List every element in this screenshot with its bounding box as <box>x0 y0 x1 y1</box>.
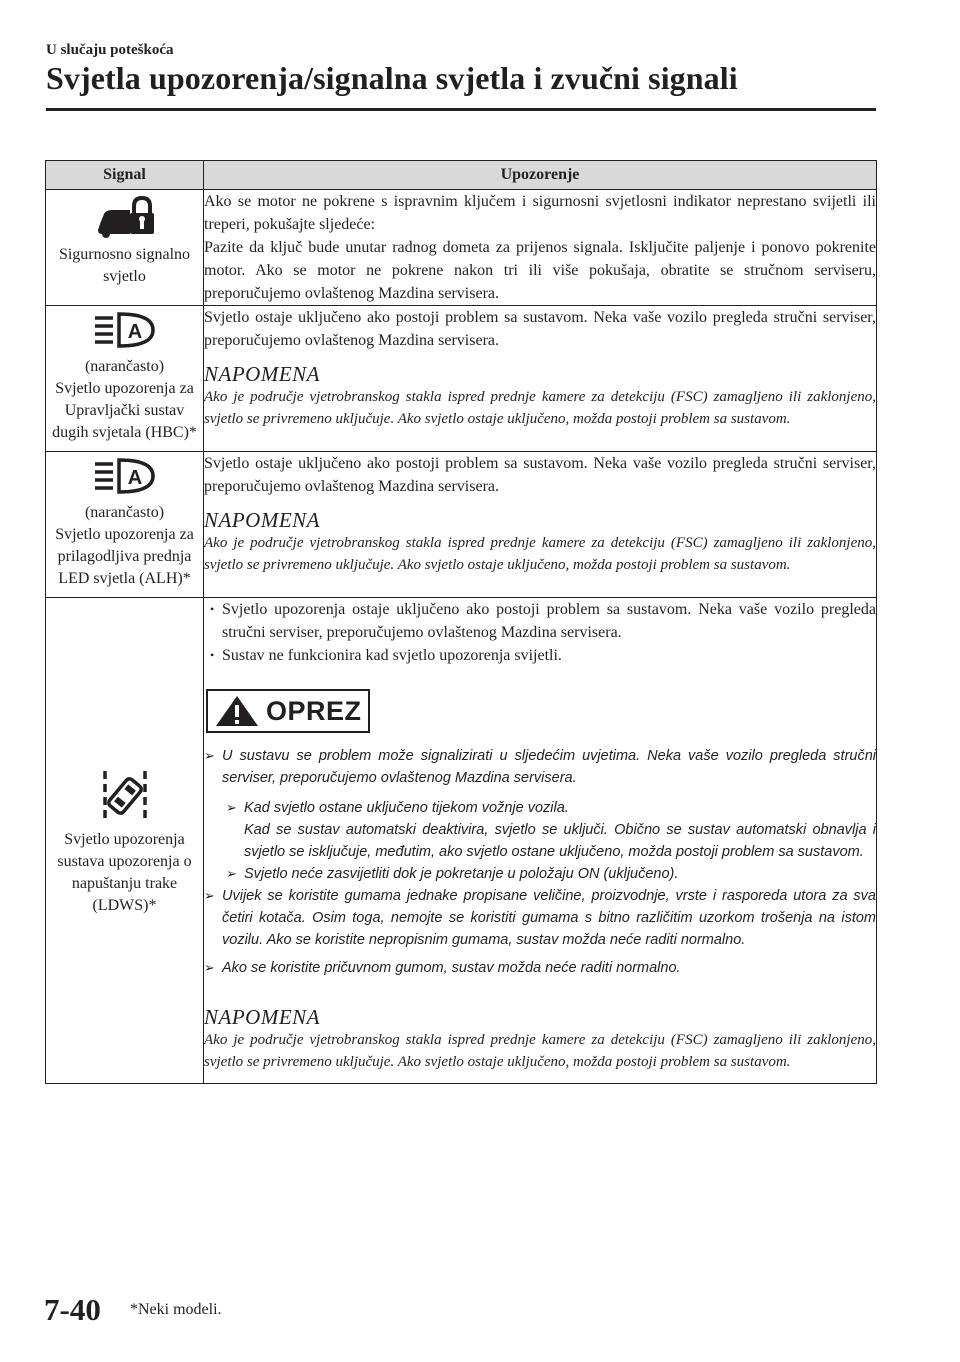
warning-cell <box>204 190 877 306</box>
table-header-row <box>46 161 877 190</box>
list-item: • Svjetlo upozorenja ostaje uključeno ako postoji problem sa sustavom. Neka vaše vozilo pregleda stručni serviser, preporučujemo ovlaštenog Mazdina servisera. <box>222 598 876 644</box>
note-text: Ako je područje vjetrobranskog stakla ispred prednje kamere za detekciju (FSC) zamagljeno ili zaklonjeno, svjetlo se privremeno uključuje. Ako svjetlo ostaje uključeno, možda postoji problem sa sustavom. <box>204 389 876 427</box>
caution-subitem <box>226 863 876 885</box>
caution-text: ➢ Kad svjetlo ostane uključeno tijekom vožnje vozila. <box>244 800 569 816</box>
security-light-icon <box>90 194 160 238</box>
warning-cell <box>204 598 877 1084</box>
caution-text: Uvijek se koristite gumama jednake propisane veličine, proizvodnje, vrste i rasporeda utora za sva četiri kotača. Osim toga, nemojte se koristiti gumama s bitno različitim uzorkom trošenja na istom vozilu. Ako se koristite nepropisnim gumama, sustav možda neće raditi normalno. <box>222 888 876 948</box>
svg-text:A: A <box>127 467 142 489</box>
signal-cell <box>46 306 204 452</box>
signal-name: Svjetlo upozorenja sustava upozorenja o napuštanju trake (LDWS)* <box>57 830 192 914</box>
warning-cell <box>204 306 877 452</box>
page-title: Svjetla upozorenja/signalna svjetla i zvučni signali <box>46 60 738 96</box>
list-item: • Sustav ne funkcionira kad svjetlo upozorenja svijetli. <box>222 644 876 667</box>
signal-cell <box>46 598 204 1084</box>
column-header-warning: Upozorenje <box>204 161 877 190</box>
warning-text: Svjetlo ostaje uključeno ako postoji problem sa sustavom. Neka vaše vozilo pregleda stručni serviser, preporučujemo ovlaštenog Mazdina servisera. <box>204 309 876 349</box>
note-text: Ako je područje vjetrobranskog stakla ispred prednje kamere za detekciju (FSC) zamagljeno ili zaklonjeno, svjetlo se privremeno uključuje. Ako svjetlo ostaje uključeno, možda postoji problem sa sustavom. <box>204 1032 876 1070</box>
signal-name: Sigurnosno signalno svjetlo <box>58 246 191 285</box>
note-heading: NAPOMENA <box>204 1005 320 1029</box>
color-note: (narančasto) <box>84 358 165 375</box>
warning-bullets <box>204 598 876 667</box>
table-row <box>46 190 877 306</box>
caution-item <box>204 885 876 951</box>
caution-text: Ako se koristite pričuvnom gumom, sustav možda neće raditi normalno. <box>222 960 681 976</box>
section-label: U slučaju poteškoća <box>46 42 174 58</box>
caution-item <box>204 745 876 789</box>
warning-text: Svjetlo ostaje uključeno ako postoji problem sa sustavom. Neka vaše vozilo pregleda stručni serviser, preporučujemo ovlaštenog Mazdina servisera. <box>204 455 876 495</box>
note-heading: NAPOMENA <box>204 508 320 532</box>
alh-warning-icon <box>93 456 157 496</box>
ldws-warning-icon <box>101 769 149 823</box>
page-number: 7-40 <box>44 1292 101 1327</box>
table-row <box>46 306 877 452</box>
footnote: *Neki modeli. <box>130 1301 222 1318</box>
table-row <box>46 598 877 1084</box>
table-row <box>46 452 877 598</box>
warning-text: Ako se motor ne pokrene s ispravnim ključem i sigurnosni svjetlosni indikator neprestano svijetli ili treperi, pokušajte sljedeće: <box>204 193 876 233</box>
hbc-warning-icon <box>93 310 157 350</box>
signal-name: Svjetlo upozorenja za prilagodljiva prednja LED svjetla (ALH)* <box>55 526 194 587</box>
caution-text: Svjetlo neće zasvijetliti dok je pokretanje u položaju ON (uključeno). <box>244 866 679 882</box>
note-heading: NAPOMENA <box>204 362 320 386</box>
column-header-signal: Signal <box>46 161 204 190</box>
signal-cell <box>46 452 204 598</box>
svg-text:A: A <box>127 321 142 343</box>
signal-name: Svjetlo upozorenja za Upravljački sustav dugih svjetala (HBC)* <box>52 380 197 441</box>
warning-table <box>45 160 877 1084</box>
warning-cell <box>204 452 877 598</box>
caution-text: U sustavu se problem može signalizirati u sljedećim uvjetima. Neka vaše vozilo pregleda stručni serviser, preporučujemo ovlaštenog Mazdina servisera. <box>222 748 876 786</box>
caution-content <box>204 745 876 979</box>
warning-triangle-icon <box>214 694 260 728</box>
caution-item <box>204 957 876 979</box>
signal-cell <box>46 190 204 306</box>
caution-box <box>206 689 370 733</box>
caution-label: OPREZ <box>266 695 362 726</box>
color-note: (narančasto) <box>84 504 165 521</box>
warning-text: Pazite da ključ bude unutar radnog dometa za prijenos signala. Isključite paljenje i ponovo pokrenite motor. Ako se motor ne pokrene nakon tri ili više pokušaja, obratite se stručnom serviseru, preporučujemo ovlaštenog Mazdina servisera. <box>204 239 876 302</box>
header-divider <box>46 108 876 111</box>
caution-text: Kad se sustav automatski deaktivira, svjetlo se uključi. Obično se sustav automatski obnavlja i svjetlo se isključuje, međutim, ako svjetlo ostane uključeno, možda postoji problem sa sustavom. <box>244 822 876 860</box>
caution-subitem <box>226 797 876 863</box>
note-text: Ako je područje vjetrobranskog stakla ispred prednje kamere za detekciju (FSC) zamagljeno ili zaklonjeno, svjetlo se privremeno uključuje. Ako svjetlo ostaje uključeno, možda postoji problem sa sustavom. <box>204 535 876 573</box>
